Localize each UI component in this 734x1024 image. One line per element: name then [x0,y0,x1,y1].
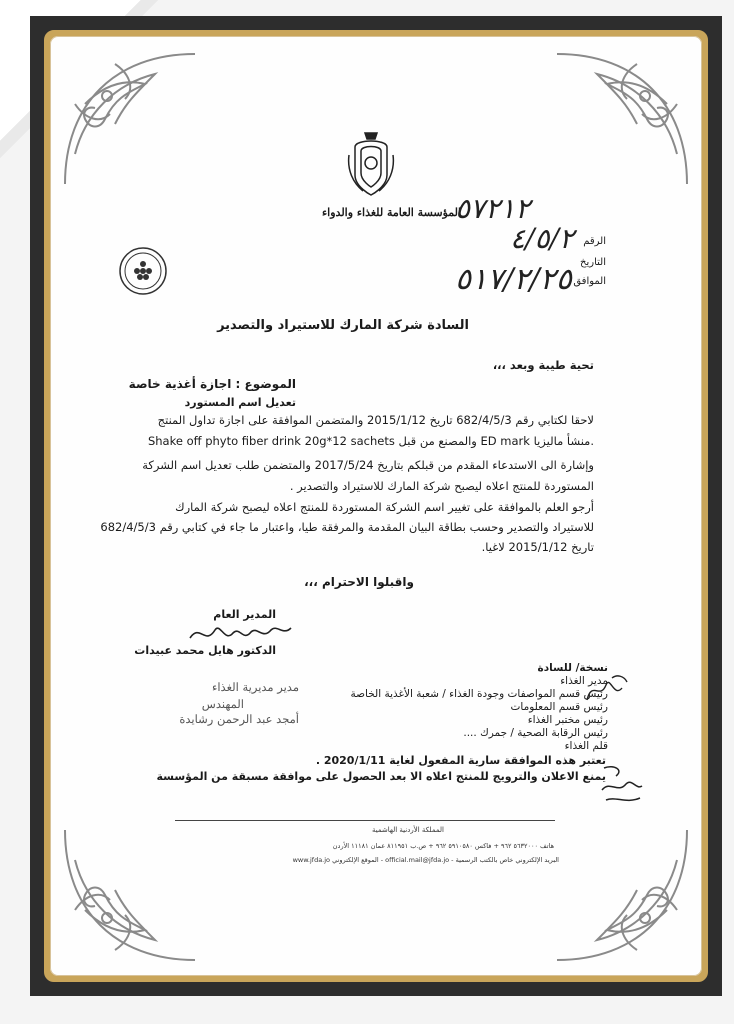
body-line: المستوردة للمنتج اعلاه ليصبح شركة المارك للاستيراد والتصدير . [289,479,594,493]
signatory-title: المدير العام [213,608,276,621]
footer-divider [175,820,555,821]
addressee: السادة شركة المارك للاستيراد والتصدير [217,318,469,333]
copies-heading: نسخة/ للسادة [537,662,608,674]
stamp-line: المهندس [201,697,244,711]
greeting: تحية طيبة وبعد ،،، [492,358,594,372]
corner-ornament-icon [547,44,697,194]
reference-hijri-label: الموافق [573,276,606,287]
reference-date-handwritten: ٤/٥/٢ [510,222,574,255]
coat-of-arms-icon [345,125,397,200]
reference-number-label: الرقم [583,236,606,247]
side-signature-icon [596,760,646,810]
body-line: أرجو العلم بالموافقة على تغيير اسم الشركة المستوردة للمنتج اعلاه ليصبح شركة المارك [175,500,594,514]
initials-scribble-icon [582,670,632,710]
closing: واقبلوا الاحترام ،،، [304,575,414,589]
subject: الموضوع : اجازة أغذية خاصة [128,377,296,391]
validity-note: تعتبر هذه الموافقة سارية المفعول لغاية 2020/1/11 . [315,754,606,767]
body-line: تاريخ 2015/1/12 لاغيا. [481,540,594,554]
reference-number-handwritten: ٥٧٢١٢ [455,192,531,225]
copies-item: قلم الغذاء [564,740,608,752]
copies-item: مدير الغذاء [560,675,608,687]
footer-email-website: البريد الإلكتروني خاص بالكتب الرسمية - official.mail@jfda.jo - الموقع الإلكتروني www.jfda.jo [292,856,559,864]
body-line: لاحقا لكتابي رقم 682/4/5/3 تاريخ 2015/1/12 والمتضمن الموافقة على اجازة تداول المنتج [157,413,594,427]
copies-item: رئيس الرقابة الصحية / جمرك .... [463,727,608,739]
copies-item: رئيس قسم المعلومات [510,701,608,713]
stamp-line: مدير مديرية الغذاء [211,680,299,694]
copies-item: رئيس قسم المواصفات وجودة الغذاء / شعبة الأغذية الخاصة [350,688,608,700]
copies-item: رئيس مختبر الغذاء [527,714,608,726]
stamp-line: أمجد عبد الرحمن رشايدة [179,712,299,726]
body-line: Shake off phyto fiber drink 20g*12 sachets والمصنع من قبل ED mark منشأ ماليزيا. [147,434,594,448]
agency-name: المؤسسة العامة للغذاء والدواء [322,206,462,219]
footer-contacts: هاتف ٥٦٣٢٠٠٠ ٩٦٢ + فاكس ٥٩١٠٥٨٠ ٩٦٢ + ص.ب ٨١١٩٥١ عمان ١١١٨١ الأردن [332,842,554,850]
reference-hijri-handwritten: ٥١٧/٢/٢٥ [455,262,572,297]
corner-ornament-icon [55,820,205,970]
iso-seal-icon [118,246,168,296]
reference-date-label: التاريخ [580,257,606,268]
body-line: للاستيراد والتصدير وحسب بطاقة البيان المقدمة والمرفقة طيا، واعتبار ما جاء في كتابي رقم 682/4/5/3 [100,520,594,534]
advertising-note: يمنع الاعلان والترويج للمنتج اعلاه الا بعد الحصول على موافقة مسبقة من المؤسسة [156,770,606,783]
footer-country: المملكة الأردنية الهاشمية [371,826,444,834]
corner-ornament-icon [547,820,697,970]
signatory-name: الدكتور هايل محمد عبيدات [134,644,276,657]
body-line: وإشارة الى الاستدعاء المقدم من قبلكم بتاريخ 2017/5/24 والمتضمن طلب تعديل اسم الشركة [142,458,594,472]
subject-detail: تعديل اسم المستورد [184,396,296,409]
corner-ornament-icon [55,44,205,194]
